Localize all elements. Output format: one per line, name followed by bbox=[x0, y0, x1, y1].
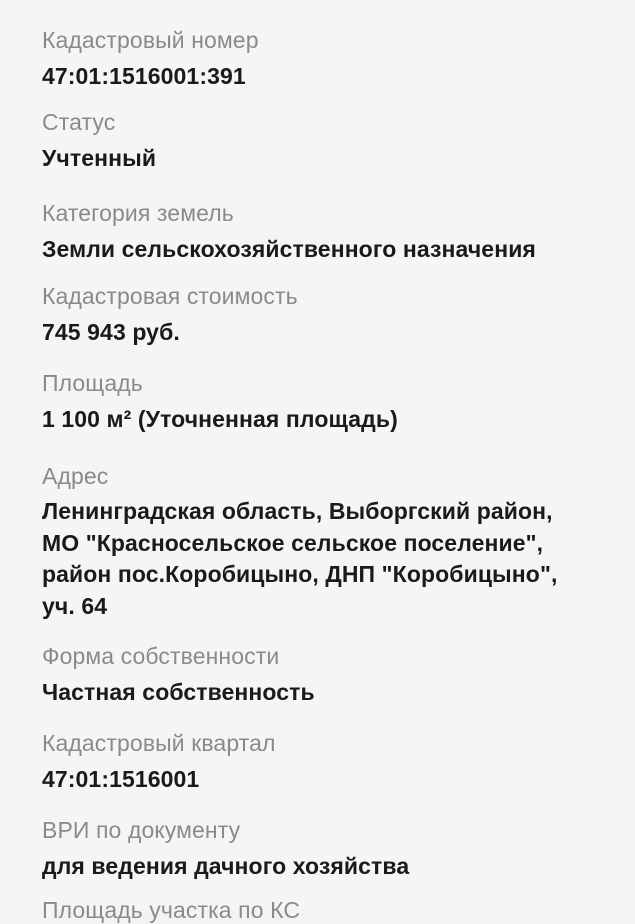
field-value[interactable]: 47:01:1516001 bbox=[42, 766, 200, 792]
field-cadastral-quarter bbox=[42, 729, 612, 795]
field-label: Кадастровая стоимость bbox=[42, 283, 298, 309]
field-cutoff bbox=[42, 896, 602, 923]
field-label: ВРИ по документу bbox=[42, 817, 241, 843]
field-ownership-form bbox=[42, 642, 612, 708]
field-value[interactable]: 745 943 руб. bbox=[42, 319, 180, 345]
field-label: Статус bbox=[42, 109, 116, 135]
field-value[interactable]: 1 100 м² (Уточненная площадь) bbox=[42, 406, 398, 432]
field-label: Площадь bbox=[42, 370, 143, 396]
field-label: Кадастровый квартал bbox=[42, 730, 276, 756]
field-cadastral-number bbox=[42, 26, 612, 92]
field-label: Форма собственности bbox=[42, 643, 280, 669]
field-label: Площадь участка по КС bbox=[42, 897, 301, 923]
field-value[interactable]: Земли сельскохозяйственного назначения bbox=[42, 236, 536, 262]
field-value[interactable]: Учтенный bbox=[42, 145, 157, 171]
field-cadastral-value bbox=[42, 282, 612, 348]
field-label: Кадастровый номер bbox=[42, 27, 259, 53]
field-address bbox=[42, 462, 587, 622]
field-status bbox=[42, 108, 612, 174]
field-land-category bbox=[42, 199, 612, 265]
field-value[interactable]: 47:01:1516001:391 bbox=[42, 63, 246, 89]
field-label: Адрес bbox=[42, 463, 109, 489]
field-label: Категория земель bbox=[42, 200, 234, 226]
field-value[interactable]: Частная собственность bbox=[42, 679, 315, 705]
field-area bbox=[42, 369, 612, 435]
field-permitted-use bbox=[42, 816, 612, 882]
field-value[interactable]: для ведения дачного хозяйства bbox=[42, 853, 410, 879]
field-value[interactable]: Ленинградская область, Выборгский район, МО "Красносельское сельское поселение", район пос.Коробицыно, ДНП "Коробицыно", уч. 64 bbox=[42, 498, 558, 619]
